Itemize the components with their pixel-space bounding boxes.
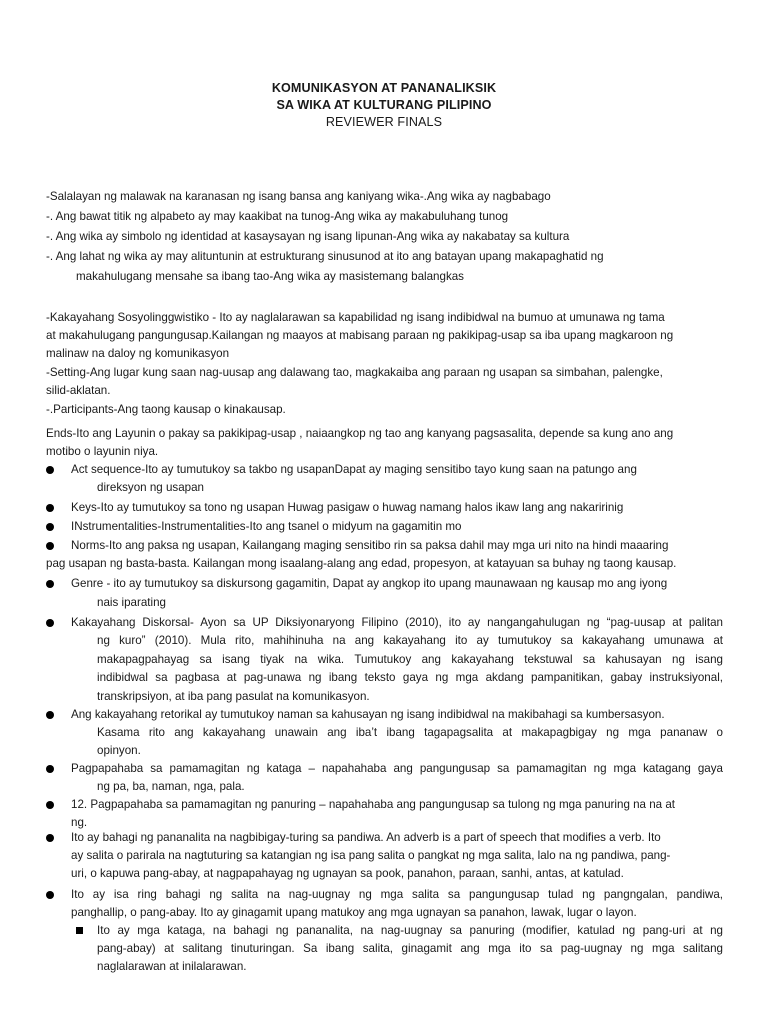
- text-line: opinyon.: [97, 744, 141, 757]
- text-line: Ends-Ito ang Layunin o pakay sa pakikipag-usap , naiaangkop ng tao ang kanyang pagsasalita, depende sa kung ano ang: [46, 427, 674, 440]
- text-line: motibo o layunin niya.: [46, 445, 159, 458]
- text-line: ng pa, ba, naman, nga, pala.: [97, 780, 245, 793]
- text-line: -. Ang lahat ng wika ay may alituntunin at estrukturang sinusunod at ito ang batayan upang makapaghatid ng: [46, 250, 604, 263]
- bullet-icon: [46, 801, 54, 809]
- text-line: Genre - ito ay tumutukoy sa diskursong gagamitin, Dapat ay angkop ito upang maunawaan ng kausap mo ang iyong: [71, 577, 668, 590]
- text-line: pang-abay) at salitang tinuturingan. Sa ibang salita, ginagamit ang mga ito sa pag-uugnay ng mga salitang: [97, 942, 723, 955]
- text-line: Ito ay mga kataga, na bahagi ng pananalita, na nag-uugnay sa panuring (modifier, katulad ng pang-uri at ng: [97, 924, 723, 937]
- text-line: Kasama rito ang kakayahang unawain ang iba’t ibang tagapagsalita at makapagbigay ng mga pananaw o: [97, 726, 723, 739]
- bullet-icon: [46, 711, 54, 719]
- text-line: -Kakayahang Sosyolinggwistiko - Ito ay naglalarawan sa kapabilidad ng isang indibidwal na bumuo at umunawa ng tama: [46, 311, 665, 324]
- text-line: direksyon ng usapan: [97, 481, 204, 494]
- bullet-icon: [46, 765, 54, 773]
- bullet-icon: [46, 542, 54, 550]
- text-line: transkripsiyon, at iba pang pasulat na komunikasyon.: [97, 690, 370, 703]
- document-title-line1: KOMUNIKASYON AT PANANALIKSIK: [271, 81, 497, 95]
- text-line: at makahulugang pangungusap.Kailangan ng maayos at mabisang paraan ng pakikipag-usap sa iba upang magkaroon ng: [46, 329, 674, 342]
- text-line: Ito ay isa ring bahagi ng salita na nag-uugnay ng mga salita sa pangungusap tulad ng pangngalan, pandiwa,: [71, 888, 723, 901]
- text-line: ay salita o parirala na nagtuturing sa katangian ng isa pang salita o pangkat ng mga salita, lalo na ng pandiwa, pang-: [71, 849, 671, 862]
- bullet-icon: [46, 504, 54, 512]
- text-line: makahulugang mensahe sa ibang tao-Ang wika ay masistemang balangkas: [76, 270, 464, 283]
- bullet-icon: [46, 523, 54, 531]
- text-line: indibidwal sa pagbasa at pag-unawa ng ibang teksto gaya ng mga akdang pampanitikan, gabay instruksiyonal,: [97, 671, 723, 684]
- text-line: uri, o kapuwa pang-abay, at nagpapahayag ng ugnayan sa pook, panahon, paraan, sanhi, antas, at katulad.: [71, 867, 624, 880]
- text-line: Ito ay bahagi ng pananalita na nagbibigay-turing sa pandiwa. An adverb is a part of speech that modifies a verb. Ito: [71, 831, 661, 844]
- text-line: -Salalayan ng malawak na karanasan ng isang bansa ang kaniyang wika-.Ang wika ay nagbabago: [46, 190, 551, 203]
- text-line: Kakayahang Diskorsal- Ayon sa UP Diksiyonaryong Filipino (2010), ito ay nangangahulugan ng “pag-uusap at palitan: [71, 616, 723, 629]
- document-title-line2: SA WIKA AT KULTURANG PILIPINO: [276, 98, 492, 112]
- text-line: silid-aklatan.: [46, 384, 111, 397]
- text-line: makapagpahayag sa isang tiyak na wika. Tumutukoy ang kakayahang tekstuwal sa kahusayan ng isang: [97, 653, 723, 666]
- text-line: 12. Pagpapahaba sa pamamagitan ng panuring – napahahaba ang pangungusap sa tulong ng mga panuring na na at: [71, 798, 676, 811]
- text-line: Ang kakayahang retorikal ay tumutukoy naman sa kahusayan ng isang indibidwal na makibahagi sa kumbersasyon.: [71, 708, 665, 721]
- text-line: Norms-Ito ang paksa ng usapan, Kailangang maging sensitibo rin sa paksa dahil may mga uri nito na hindi maaaring: [71, 539, 669, 552]
- document-subtitle: REVIEWER FINALS: [325, 115, 443, 129]
- text-line: Pagpapahaba sa pamamagitan ng kataga – napahahaba ang pangungusap sa pamamagitan ng mga katagang gaya: [71, 762, 723, 775]
- bullet-icon: [46, 891, 54, 899]
- text-line: ng.: [71, 816, 88, 829]
- text-line: Act sequence-Ito ay tumutukoy sa takbo ng usapanDapat ay maging sensitibo tayo kung saan na patungo ang: [71, 463, 637, 476]
- bullet-icon: [46, 834, 54, 842]
- text-line: -.Participants-Ang taong kausap o kinakausap.: [46, 403, 286, 416]
- bullet-icon: [46, 619, 54, 627]
- text-line: ng kuro” (2010). Mula rito, mahihinuha na ang kakayahang ito ay tumutukoy sa kakayahang umunawa at: [97, 634, 723, 647]
- bullet-icon: [46, 466, 54, 474]
- text-line: naglalarawan at inilalarawan.: [97, 960, 247, 973]
- text-line: -. Ang bawat titik ng alpabeto ay may kaakibat na tunog-Ang wika ay makabuluhang tunog: [46, 210, 509, 223]
- text-line: INstrumentalities-Instrumentalities-Ito ang tsanel o midyum na gagamitin mo: [71, 520, 462, 533]
- text-line: malinaw na daloy ng komunikasyon: [46, 347, 230, 360]
- text-line: panghallip, o pang-abay. Ito ay ginagamit upang matukoy ang mga ugnayan sa panahon, lawak, lugar o layon.: [71, 906, 637, 919]
- text-line: Keys-Ito ay tumutukoy sa tono ng usapan Huwag pasigaw o huwag namang halos ikaw lang ang nakaririnig: [71, 501, 624, 514]
- bullet-icon: [46, 580, 54, 588]
- text-line: pag usapan ng basta-basta. Kailangan mong isaalang-alang ang edad, propesyon, at katayuan sa buhay ng taong kausap.: [46, 557, 677, 570]
- text-line: nais iparating: [97, 596, 166, 609]
- text-line: -. Ang wika ay simbolo ng identidad at kasaysayan ng isang lipunan-Ang wika ay nakabatay sa kultura: [46, 230, 570, 243]
- square-bullet-icon: [76, 927, 83, 934]
- text-line: -Setting-Ang lugar kung saan nag-uusap ang dalawang tao, magkakaiba ang paraan ng usapan sa simbahan, palengke,: [46, 366, 663, 379]
